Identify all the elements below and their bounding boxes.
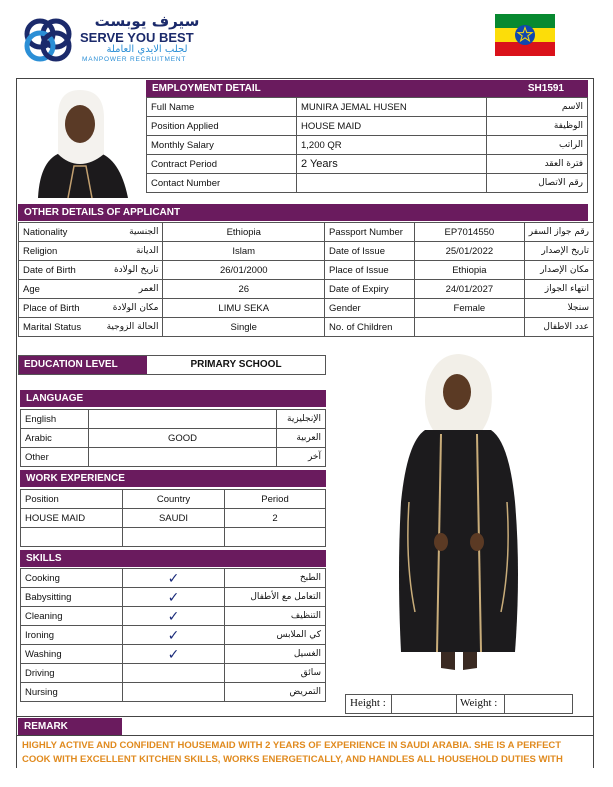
cell	[21, 528, 123, 547]
field-value: EP7014550	[414, 223, 524, 242]
field-label: English	[21, 410, 89, 429]
remark-title: REMARK	[18, 718, 122, 735]
field-label-ar: الاسم	[487, 98, 588, 117]
language-header	[20, 390, 326, 407]
skill-label-ar: الغسيل	[225, 645, 326, 664]
logo-arabic: سيرف يوبست	[94, 12, 200, 30]
table-row	[19, 261, 594, 280]
field-label-ar: انتهاء الجواز	[524, 280, 593, 299]
column-header: Period	[225, 490, 326, 509]
employment-table	[146, 97, 588, 193]
employment-title: EMPLOYMENT DETAIL	[152, 83, 261, 94]
field-label: Place of Issue	[325, 261, 415, 280]
weight-label: Weight :	[460, 697, 498, 709]
field-label: Contract Period	[147, 155, 297, 174]
other-details-header	[18, 204, 588, 221]
check-icon	[123, 664, 225, 683]
education-label: EDUCATION LEVEL	[19, 356, 147, 374]
other-details-title: OTHER DETAILS OF APPLICANT	[24, 207, 181, 218]
field-value: Islam	[163, 242, 325, 261]
column-header: Position	[21, 490, 123, 509]
table-row	[21, 410, 326, 429]
field-label-ar: رقم الاتصال	[487, 174, 588, 193]
field-label: Date of Expiry	[325, 280, 415, 299]
language-table	[20, 409, 326, 467]
table-row	[19, 280, 594, 299]
field-label-ar: تاريخ الإصدار	[524, 242, 593, 261]
skill-label: Washing	[21, 645, 123, 664]
employment-detail-header	[146, 80, 588, 97]
field-value: HOUSE MAID	[297, 117, 487, 136]
field-label: Date of Birth	[19, 261, 86, 280]
field-label-ar: الإنجليزية	[277, 410, 326, 429]
table-row	[21, 588, 326, 607]
field-label-ar: الديانة	[85, 242, 163, 261]
table-row	[21, 683, 326, 702]
field-label-ar: العمر	[85, 280, 163, 299]
full-body-photo	[345, 352, 573, 682]
check-icon: ✓	[123, 569, 225, 588]
field-value	[89, 410, 277, 429]
table-row	[147, 98, 588, 117]
field-label: No. of Children	[325, 318, 415, 337]
table-row	[147, 117, 588, 136]
field-label-ar: تاريخ الولادة	[85, 261, 163, 280]
table-row	[147, 155, 588, 174]
field-label-ar: العربية	[277, 429, 326, 448]
skill-label: Driving	[21, 664, 123, 683]
cell: HOUSE MAID	[21, 509, 123, 528]
table-row	[19, 299, 594, 318]
check-icon: ✓	[123, 588, 225, 607]
table-row	[21, 664, 326, 683]
company-logo	[20, 14, 220, 66]
field-value	[414, 318, 524, 337]
field-value: 26	[163, 280, 325, 299]
field-label-ar: الراتب	[487, 136, 588, 155]
check-icon: ✓	[123, 607, 225, 626]
cell: SAUDI	[123, 509, 225, 528]
field-label: Gender	[325, 299, 415, 318]
field-value: 2 Years	[297, 155, 487, 174]
field-label-ar: آخر	[277, 448, 326, 467]
skill-label-ar: التمريض	[225, 683, 326, 702]
other-details-table	[18, 222, 594, 337]
field-value	[89, 448, 277, 467]
field-label-ar: مكان الإصدار	[524, 261, 593, 280]
skill-label-ar: كي الملابس	[225, 626, 326, 645]
field-value: GOOD	[89, 429, 277, 448]
field-value: LIMU SEKA	[163, 299, 325, 318]
field-label: Passport Number	[325, 223, 415, 242]
table-row	[19, 318, 594, 337]
table-row	[19, 242, 594, 261]
logo-arabic-sub: لجلب الايدي العاملة	[106, 44, 188, 55]
field-label: Date of Issue	[325, 242, 415, 261]
field-value: 1,200 QR	[297, 136, 487, 155]
skill-label-ar: الطبخ	[225, 569, 326, 588]
skill-label-ar: سائق	[225, 664, 326, 683]
field-label-ar: فترة العقد	[487, 155, 588, 174]
field-value: Female	[414, 299, 524, 318]
field-value: MUNIRA JEMAL HUSEN	[297, 98, 487, 117]
field-label: Full Name	[147, 98, 297, 117]
table-row	[21, 429, 326, 448]
table-row	[21, 626, 326, 645]
field-value: 25/01/2022	[414, 242, 524, 261]
portrait-photo	[18, 80, 142, 198]
remark-text: HIGHLY ACTIVE AND CONFIDENT HOUSEMAID WITH 2 YEARS OF EXPERIENCE IN SAUDI ARABIA. SHE IS A PERFECT COOK WITH EXCELLENT KITCHEN SKILLS, WORKS ENERGETICALLY, AND HANDLES ALL HOUSEHOLD DUTIES WITH	[22, 740, 563, 765]
check-icon	[123, 683, 225, 702]
height-value-box	[391, 694, 457, 714]
education-value: PRIMARY SCHOOL	[190, 359, 282, 370]
column-header: Country	[123, 490, 225, 509]
skill-label: Cleaning	[21, 607, 123, 626]
height-label: Height :	[350, 697, 386, 709]
cell	[225, 528, 326, 547]
language-title: LANGUAGE	[26, 393, 84, 404]
table-row	[19, 223, 594, 242]
skills-header	[20, 550, 326, 567]
logo-mark-icon	[20, 14, 78, 64]
field-label: Marital Status	[19, 318, 86, 337]
field-label-ar: رقم جواز السفر	[524, 223, 593, 242]
table-row	[21, 607, 326, 626]
table-row	[21, 509, 326, 528]
field-value: Ethiopia	[163, 223, 325, 242]
field-label: Place of Birth	[19, 299, 86, 318]
field-label-ar: الوظيفة	[487, 117, 588, 136]
cell	[123, 528, 225, 547]
field-label: Religion	[19, 242, 86, 261]
field-value: Single	[163, 318, 325, 337]
table-row	[147, 174, 588, 193]
skill-label: Babysitting	[21, 588, 123, 607]
field-label: Age	[19, 280, 86, 299]
skill-label-ar: التعامل مع الأطفال	[225, 588, 326, 607]
skills-title: SKILLS	[26, 553, 62, 564]
skills-table	[20, 568, 326, 702]
table-row	[21, 569, 326, 588]
field-value	[297, 174, 487, 193]
check-icon: ✓	[123, 645, 225, 664]
ethiopia-flag-icon	[495, 14, 555, 56]
field-label: Contact Number	[147, 174, 297, 193]
skill-label-ar: التنظيف	[225, 607, 326, 626]
field-label: Nationality	[19, 223, 86, 242]
reference-code: SH1591	[527, 83, 564, 94]
field-label-ar: الحالة الزوجية	[85, 318, 163, 337]
skill-label: Cooking	[21, 569, 123, 588]
field-label: Monthly Salary	[147, 136, 297, 155]
field-label: Other	[21, 448, 89, 467]
table-row	[21, 528, 326, 547]
skill-label: Ironing	[21, 626, 123, 645]
height-weight-box	[345, 694, 573, 714]
field-value: 26/01/2000	[163, 261, 325, 280]
field-label: Arabic	[21, 429, 89, 448]
table-header-row	[21, 490, 326, 509]
logo-sub: MANPOWER RECRUITMENT	[82, 56, 187, 63]
work-experience-title: WORK EXPERIENCE	[26, 473, 125, 484]
table-row	[147, 136, 588, 155]
work-experience-header	[20, 470, 326, 487]
weight-value-box	[504, 694, 574, 714]
field-label-ar: الجنسية	[85, 223, 163, 242]
field-value: 24/01/2027	[414, 280, 524, 299]
cell: 2	[225, 509, 326, 528]
education-level	[18, 355, 326, 375]
field-label-ar: سنجلا	[524, 299, 593, 318]
field-label: Position Applied	[147, 117, 297, 136]
work-experience-table	[20, 489, 326, 547]
field-label-ar: مكان الولادة	[85, 299, 163, 318]
table-row	[21, 645, 326, 664]
remark-section	[16, 716, 594, 736]
check-icon: ✓	[123, 626, 225, 645]
table-row	[21, 448, 326, 467]
field-value: Ethiopia	[414, 261, 524, 280]
logo-name: SERVE YOU BEST	[80, 30, 194, 45]
skill-label: Nursing	[21, 683, 123, 702]
field-label-ar: عدد الاطفال	[524, 318, 593, 337]
